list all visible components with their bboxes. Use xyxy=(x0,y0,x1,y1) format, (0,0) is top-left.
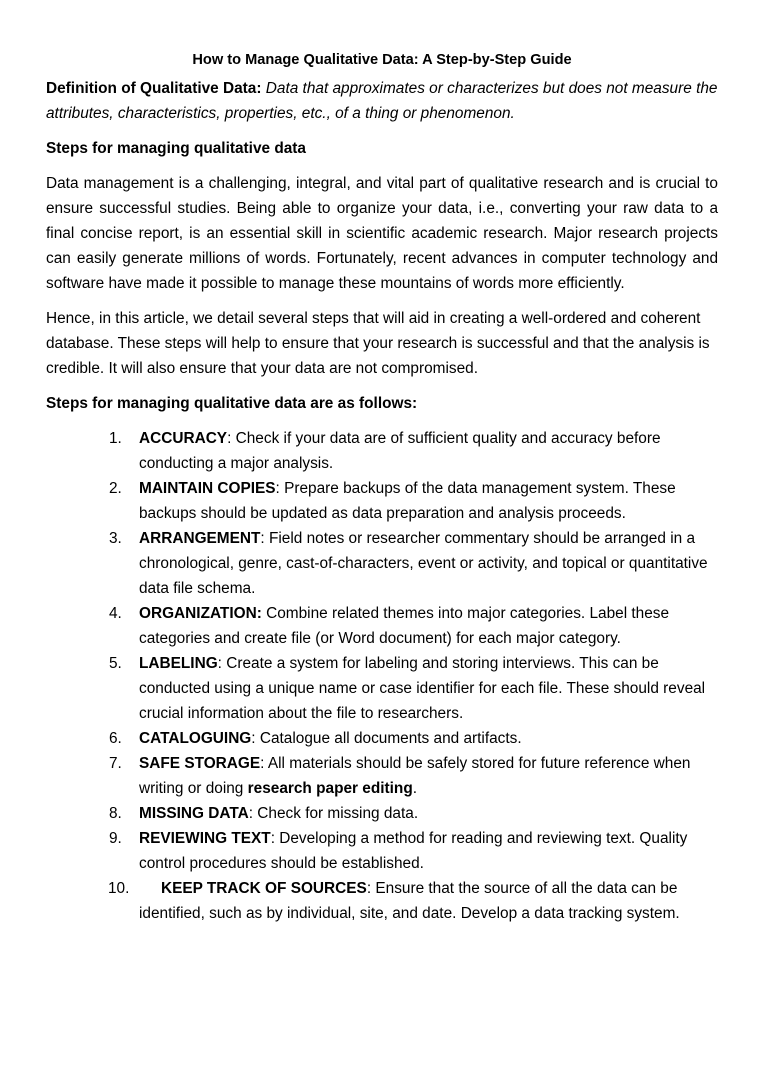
list-item-text: Developing a method for reading and reviewing text. Quality control procedures should be established. xyxy=(139,830,688,872)
list-item-label: REVIEWING TEXT xyxy=(139,830,271,847)
list-item xyxy=(46,751,718,801)
list-item-text: Ensure that the source of all the data can be identified, such as by individual, site, and date. Develop a data tracking system. xyxy=(139,880,680,922)
list-item-separator: : xyxy=(260,755,265,772)
list-item-separator: : xyxy=(260,530,265,547)
list-item-number: 4. xyxy=(109,605,122,622)
list-item xyxy=(46,426,718,476)
list-item-label: ACCURACY xyxy=(139,430,228,447)
list-item-bold-phrase: research paper editing xyxy=(247,780,413,797)
list-item-label: CATALOGUING xyxy=(139,730,252,747)
list-item xyxy=(46,526,718,601)
list-item-text: Check for missing data. xyxy=(253,805,419,822)
list-item-text: Catalogue all documents and artifacts. xyxy=(255,730,522,747)
list-item-label: MAINTAIN COPIES xyxy=(139,480,276,497)
steps-list xyxy=(46,426,718,926)
list-item-separator: : xyxy=(366,880,372,897)
list-item-number: 3. xyxy=(109,530,122,547)
list-item-text: Prepare backups of the data management system. These backups should be updated as data preparation and analysis proceeds. xyxy=(139,480,676,522)
list-item-text: Combine related themes into major categories. Label these categories and create file (or Word document) for each major category. xyxy=(139,605,670,647)
list-item-text: Check if your data are of sufficient quality and accuracy before conducting a major analysis. xyxy=(139,430,661,472)
list-item-label: ORGANIZATION: xyxy=(139,605,262,622)
list-item xyxy=(46,826,718,876)
list-item-label: KEEP TRACK OF SOURCES xyxy=(161,880,367,897)
list-item-tail: . xyxy=(412,780,418,797)
list-item-label: ARRANGEMENT xyxy=(139,530,261,547)
list-item xyxy=(46,651,718,726)
definition-paragraph xyxy=(46,76,718,126)
list-item-separator: : xyxy=(270,830,275,847)
list-item-text: Create a system for labeling and storing interviews. This can be conducted using a unique name or case identifier for each file. These should reveal crucial information about the file to researchers. xyxy=(139,655,706,722)
list-item xyxy=(46,726,718,751)
list-item-number: 5. xyxy=(109,655,122,672)
section-heading-steps: Steps for managing qualitative data xyxy=(46,140,306,157)
list-item-separator: : xyxy=(251,730,256,747)
document-page xyxy=(46,48,718,926)
list-item xyxy=(46,876,718,926)
list-item xyxy=(46,476,718,526)
list-item-separator: : xyxy=(248,805,254,822)
list-item-text: All materials should be safely stored for future reference when writing or doing xyxy=(139,755,691,797)
list-item-number: 8. xyxy=(109,805,122,822)
definition-text: Data that approximates or characterizes but does not measure the attributes, characteristics, properties, etc., of a thing or phenomenon. xyxy=(46,80,718,122)
list-item-label: LABELING xyxy=(139,655,218,672)
list-item-text: Field notes or researcher commentary should be arranged in a chronological, genre, cast-of-characters, event or activity, and topical or quantitative data file schema. xyxy=(139,530,708,597)
list-item xyxy=(46,801,718,826)
list-item-number: 1. xyxy=(109,430,122,447)
list-item-number: 7. xyxy=(109,755,122,772)
list-item-number: 9. xyxy=(109,830,122,847)
list-item-number: 2. xyxy=(109,480,122,497)
list-item-separator: : xyxy=(275,480,280,497)
list-item-label: MISSING DATA xyxy=(139,805,249,822)
list-item-number: 10. xyxy=(108,880,130,897)
list-item-separator: : xyxy=(217,655,222,672)
list-item xyxy=(46,601,718,651)
list-item-number: 6. xyxy=(109,730,122,747)
document-title: How to Manage Qualitative Data: A Step-by-Step Guide xyxy=(192,52,572,68)
section-heading-steps-list: Steps for managing qualitative data are as follows: xyxy=(46,395,418,412)
intro-paragraph: Data management is a challenging, integral, and vital part of qualitative research and is crucial to ensure successful studies. Being able to organize your data, i.e., converting your raw data to a final concise report, is an essential skill in scientific academic research. Major research projects can easily generate millions of words. Fortunately, recent advances in computer technology and software have made it possible to manage these mountains of words more efficiently. xyxy=(46,175,718,292)
list-item-label: SAFE STORAGE xyxy=(139,755,261,772)
summary-paragraph: Hence, in this article, we detail several steps that will aid in creating a well-ordered and coherent database. These steps will help to ensure that your research is successful and that the analysis is credible. It will also ensure that your data are not compromised. xyxy=(46,310,710,377)
list-item-separator: : xyxy=(227,430,232,447)
definition-term: Definition of Qualitative Data: xyxy=(46,80,262,97)
